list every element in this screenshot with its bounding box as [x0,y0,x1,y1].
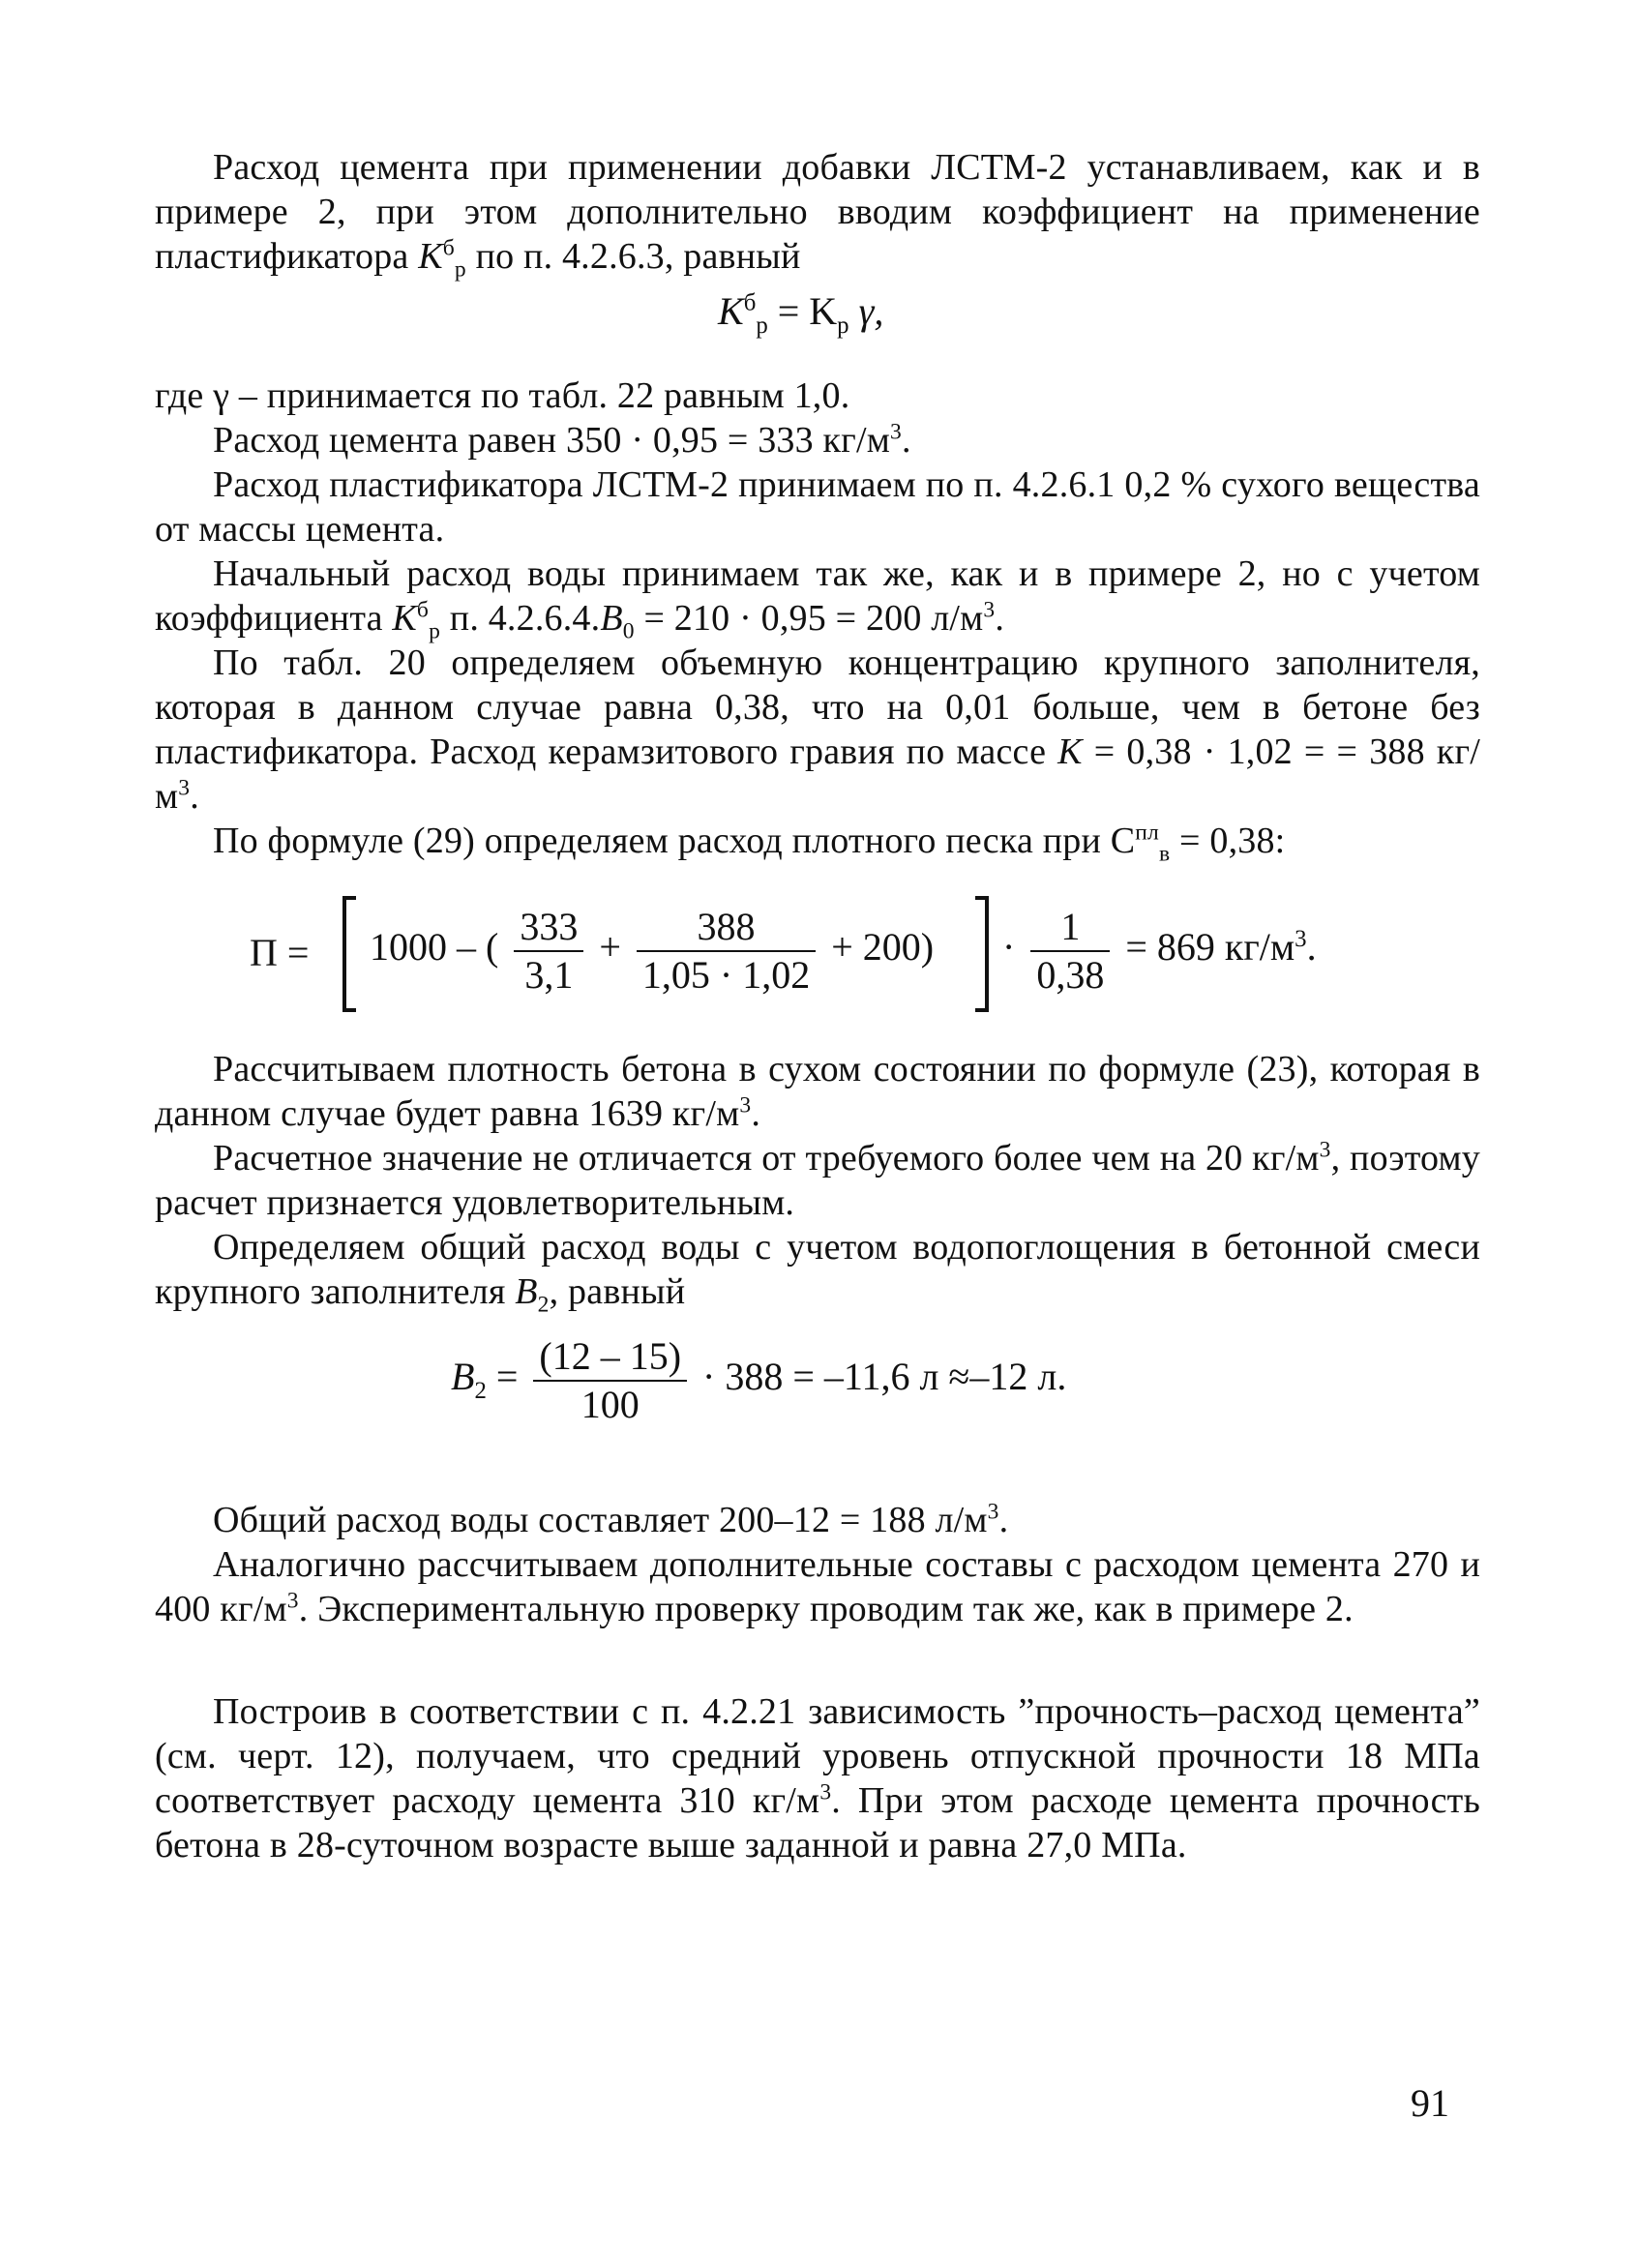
paragraph-2: где γ – принимается по табл. 22 равным 1,0. [155,375,850,416]
paragraph-12: Аналогично рассчитываем дополнительные составы с расходом цемента 270 и 400 $кг/м^3$. Экспериментальную проверку проводим так же, как в примере 2. [155,1544,1480,1629]
formula-bracket-left [342,896,356,1012]
formula-sand-lhs: П = [250,931,310,974]
paragraph-3: Расход цемента равен 350 · 0,95 = 333 $кг/м^3$. [213,419,911,461]
paragraph-8: Рассчитываем плотность бетона в сухом состоянии по формуле (23), которая в данном случае будет равна 1639 $кг/м^3$. [155,1049,1480,1134]
paragraph-7: По формуле (29) определяем расход плотного песка при $C^{пл}_в = 0,38$: [213,820,1286,867]
paragraph-9: Расчетное значение не отличается от требуемого более чем на 20 $кг/м^3$, поэтому расчет признается удовлетворительным. [155,1137,1480,1223]
formula-sand-rhs: · $\frac{1}{0,38}$ = 869 $кг/м^3$. [1002,905,1317,997]
page-number: 91 [1411,2081,1449,2125]
paragraph-6: По табл. 20 определяем объемную концентрацию крупного заполнителя, которая в данном случае равна 0,38, что на 0,01 больше, чем в бетоне без пластификатора. Расход керамзитового гравия по массе K = 0,38 · 1,02 = = 388 $кг/м^3$. [155,642,1481,817]
formula-bracket-right [975,896,989,1012]
paragraph-11: Общий расход воды составляет 200–12 = 188 $л/м^3$. [213,1499,1009,1540]
formula-sand-inner: 1000 – ( $\frac{333}{3,1}$ + $\frac{388}{1,05 \cdot 1,02}$ + 200) [370,905,935,997]
paragraph-13: Построив в соответствии с п. 4.2.21 зависимость ”прочность–расход цемента” (см. черт. 12), получаем, что средний уровень отпускной прочности 18 МПа соответствует расходу цемента 310 $кг/м^3$. При этом расходе цемента прочность бетона в 28-суточном возрасте выше заданной и равна 27,0 МПа. [155,1691,1480,1865]
formula-water: $B_2$ = $\frac{(12 - 15)}{100}$ · 388 = –11,6 л ≈–12 л. [451,1334,1067,1426]
formula-k-ratio: $K^б_р = K_р$ γ, [718,289,884,339]
paragraph-1: Расход цемента при применении добавки ЛСТМ-2 устанавливаем, как и в примере 2, при этом дополнительно вводим коэффициент на применение пластификатора $K^б_р$ по п. 4.2.6.3, равный [155,147,1480,283]
paragraph-10: Определяем общий расход воды с учетом водопоглощения в бетонной смеси крупного заполнителя $B_2$, равный [155,1227,1480,1318]
paragraph-4: Расход пластификатора ЛСТМ-2 принимаем по п. 4.2.6.1 0,2 % сухого вещества от массы цемента. [155,464,1480,550]
paragraph-5: Начальный расход воды принимаем так же, как и в примере 2, но с учетом коэффициента $K^б_р$ п. $4.2.6.4.B_0 = 210 \cdot 0,95 = 200$ $л/м^3$. [155,553,1480,644]
